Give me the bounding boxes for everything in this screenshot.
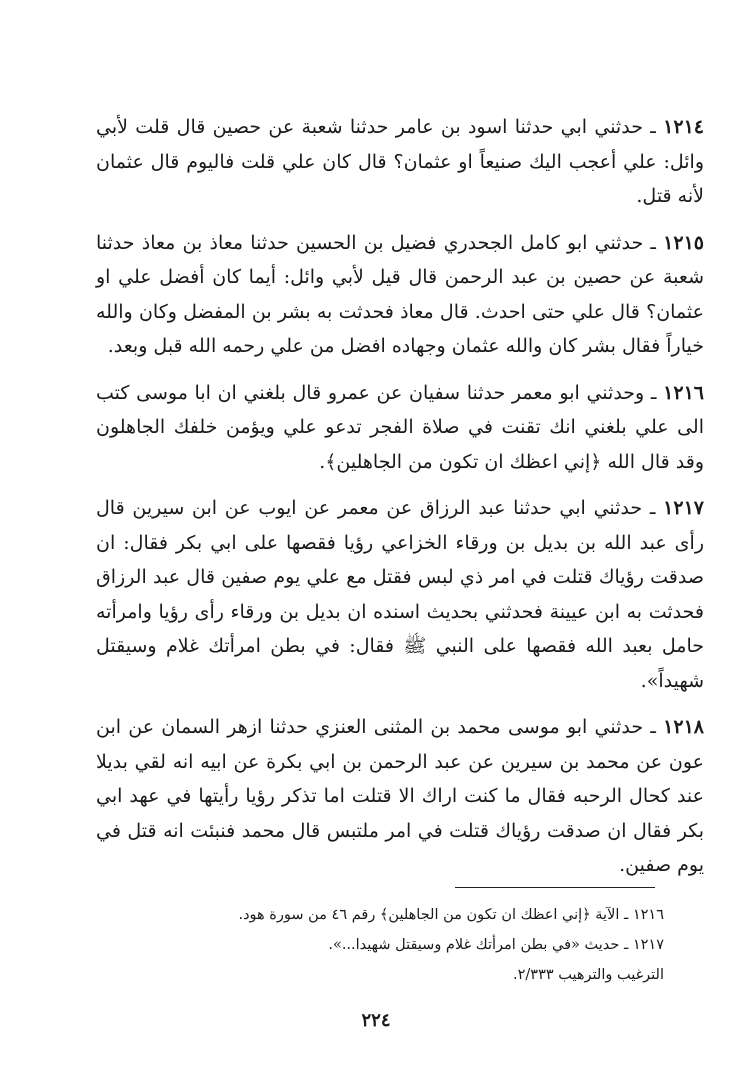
hadith-number: ١٢١٥ [663, 231, 704, 254]
hadith-1217 [96, 491, 704, 698]
hadith-text: ـ حدثني ابي حدثنا اسود بن عامر حدثنا شعبة عن حصين قال قلت لأبي وائل: علي أعجب اليك صنيعاً او عثمان؟ قال كان علي قلت فاليوم قال عثمان لأنه قتل. [96, 116, 704, 207]
hadith-number: ١٢١٤ [663, 116, 704, 138]
footnote-reference: الترغيب والترهيب ٢/٣٣٣. [513, 967, 664, 983]
hadith-text: ـ حدثني ابي حدثنا عبد الرزاق عن معمر عن ايوب عن ابن سيرين قال رأى عبد الله بن بديل بن ورقاء الخزاعي رؤيا فقصها على ابي بكر فقال: ان صدقت رؤياك قتلت في امر ذي لبس فقتل مع علي يوم صفين قال عبد الرزاق فحدثت به ابن عيينة فحدثني بحديث اسنده ان بديل بن ورقاء رأى رؤيا وامرأته حامل بعبد الله فقصها على النبي ﷺ فقال: في بطن امرأتك غلام وسيقتل شهيداً». [96, 497, 704, 692]
footnote-divider [455, 887, 655, 888]
main-text [96, 110, 704, 895]
footnote-1217: ١٢١٧ ـ حديث «في بطن امرأتك غلام وسيقتل شهيدا...». [328, 937, 664, 953]
hadith-text: ـ حدثني ابو كامل الجحدري فضيل بن الحسين حدثنا معاذ بن معاذ حدثنا شعبة عن حصين بن عبد الرحمن قال قيل لأبي وائل: أيما كان أفضل علي او عثمان؟ قال علي حتى احدث. قال معاذ فحدثت به بشر بن المفضل وكان والله خياراً فقال بشر كان والله عثمان وجهاده افضل من علي رحمه الله قبل وبعد. [96, 231, 704, 357]
page-number: ٢٢٤ [361, 1010, 391, 1031]
hadith-number: ١٢١٨ [663, 716, 704, 738]
hadith-1214 [96, 110, 704, 214]
hadith-text: ـ وحدثني ابو معمر حدثنا سفيان عن عمرو قال بلغني ان ابا موسى كتب الى علي بلغني انك تقنت في صلاة الفجر تدعو علي ويؤمن خلفك الجاهلون وقد قال الله ﴿إني اعظك ان تكون من الجاهلين﴾. [96, 381, 704, 473]
footnotes [96, 900, 704, 990]
hadith-1218 [96, 710, 704, 883]
footnote-1216: ١٢١٦ ـ الآية ﴿إني اعظك ان تكون من الجاهلين﴾ رقم ٤٦ من سورة هود. [238, 907, 664, 923]
hadith-number: ١٢١٧ [663, 497, 704, 519]
hadith-1215 [96, 226, 704, 364]
hadith-number: ١٢١٦ [663, 381, 704, 404]
hadith-text: ـ حدثني ابو موسى محمد بن المثنى العنزي حدثنا ازهر السمان عن ابن عون عن محمد بن سيرين عن عبد الرحمن بن ابي بكرة عن ابيه انه لقي بديلا عند كحال الرحبه فقال ما كنت اراك الا قتلت اما تذكر رؤيا رأيتها في عهد ابي بكر فقال ان صدقت رؤياك قتلت في امر ملتبس قال محمد فنبئت انه قتل في يوم صفين. [96, 716, 704, 876]
hadith-1216 [96, 376, 704, 480]
